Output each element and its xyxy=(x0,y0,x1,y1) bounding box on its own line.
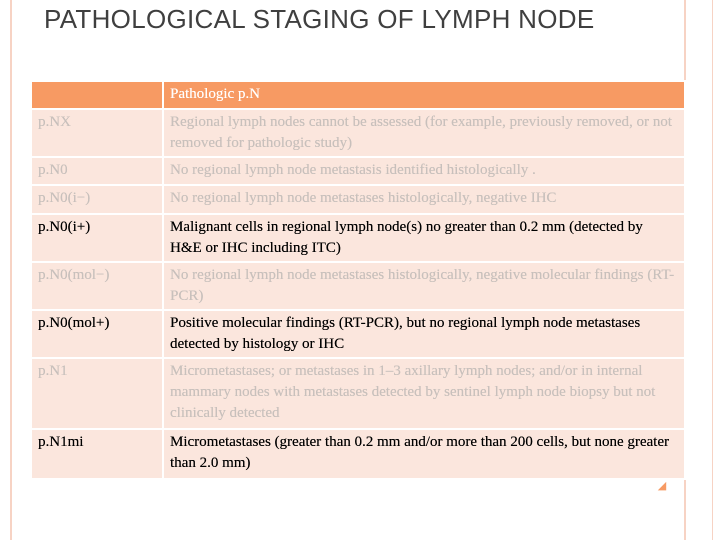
stage-description: Malignant cells in regional lymph node(s) no greater than 0.2 mm (detected by H&E or IHC including ITC) xyxy=(163,214,685,262)
slide-corner-mark-icon: ◢ xyxy=(657,479,667,492)
stage-code: p.N1 xyxy=(31,358,163,429)
table-row xyxy=(31,358,685,429)
slide-title: PATHOLOGICAL STAGING OF LYMPH NODE xyxy=(44,4,595,34)
table-header-row xyxy=(31,81,685,109)
staging-table xyxy=(30,80,686,480)
stage-description: No regional lymph node metastases histologically, negative IHC xyxy=(163,185,685,214)
stage-code: p.N1mi xyxy=(31,429,163,479)
header-cell-description: Pathologic p.N xyxy=(163,81,685,109)
stage-code: p.N0(mol−) xyxy=(31,262,163,310)
table-row xyxy=(31,109,685,157)
stage-code: p.N0(i+) xyxy=(31,214,163,262)
stage-code: p.N0 xyxy=(31,157,163,185)
slide-frame-left xyxy=(10,0,12,540)
slide-frame-right-outer xyxy=(712,0,713,540)
stage-description: No regional lymph node metastases histologically, negative molecular findings (RT-PCR) xyxy=(163,262,685,310)
table-row xyxy=(31,214,685,262)
stage-code: p.NX xyxy=(31,109,163,157)
stage-description: No regional lymph node metastasis identified histologically . xyxy=(163,157,685,185)
header-cell-code xyxy=(31,81,163,109)
table-row xyxy=(31,157,685,185)
table-row xyxy=(31,429,685,479)
stage-code: p.N0(i−) xyxy=(31,185,163,214)
table-row xyxy=(31,185,685,214)
table-row xyxy=(31,262,685,310)
stage-description: Positive molecular findings (RT-PCR), but no regional lymph node metastases detected by histology or IHC xyxy=(163,310,685,358)
stage-description: Micrometastases (greater than 0.2 mm and/or more than 200 cells, but none greater than 2.0 mm) xyxy=(163,429,685,479)
stage-description: Micrometastases; or metastases in 1–3 axillary lymph nodes; and/or in internal mammary nodes with metastases detected by sentinel lymph node biopsy but not clinically detected xyxy=(163,358,685,429)
stage-description: Regional lymph nodes cannot be assessed (for example, previously removed, or not removed for pathologic study) xyxy=(163,109,685,157)
table-row xyxy=(31,310,685,358)
stage-code: p.N0(mol+) xyxy=(31,310,163,358)
